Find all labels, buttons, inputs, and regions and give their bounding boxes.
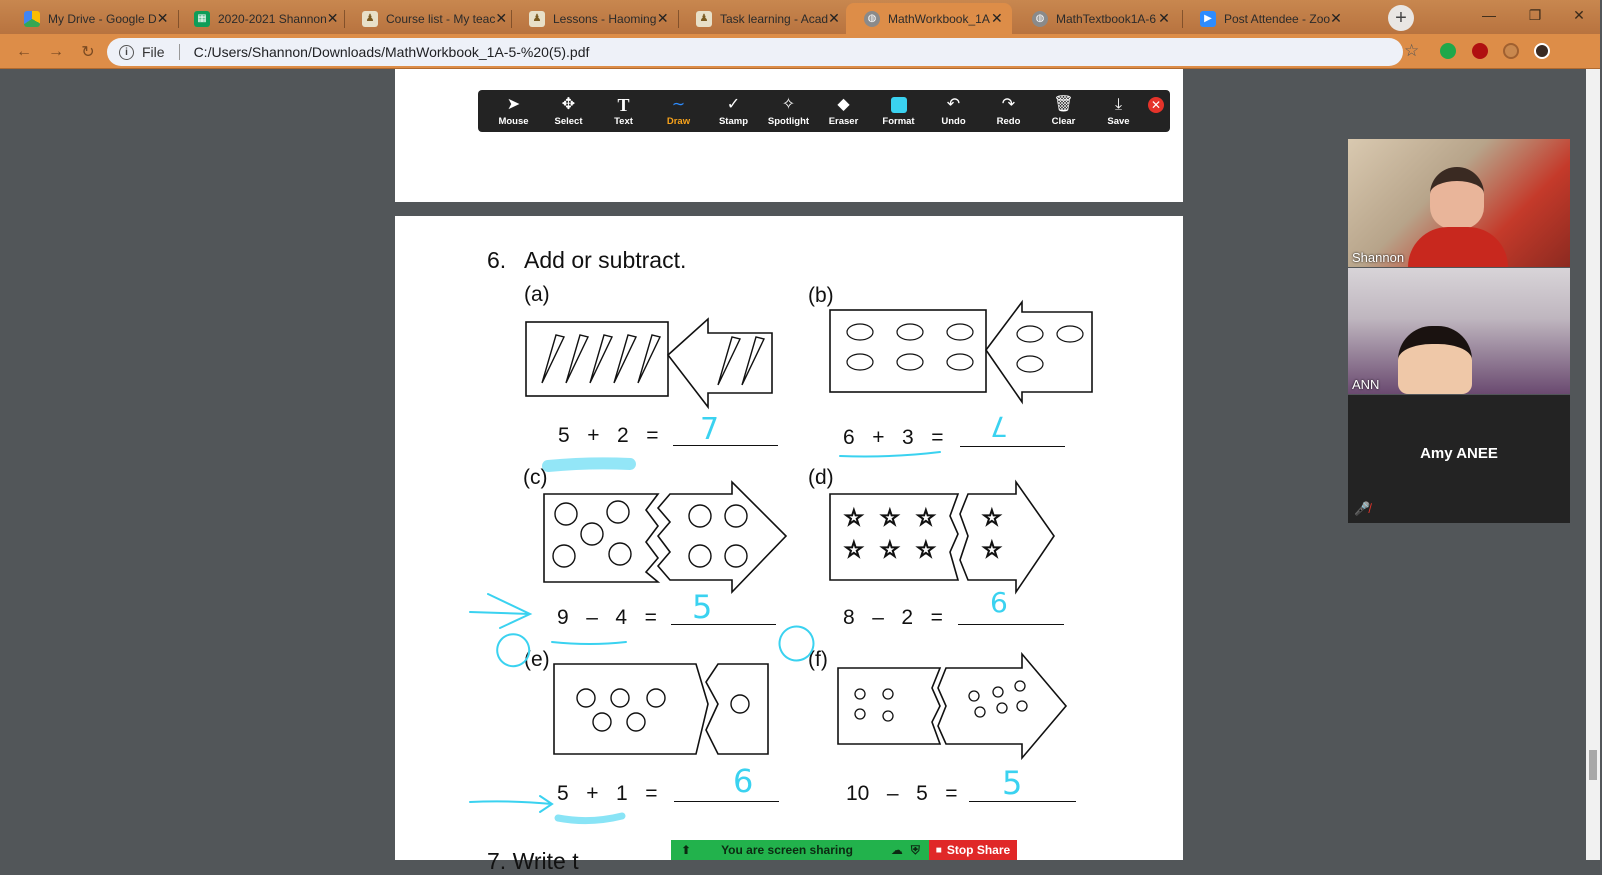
close-icon[interactable]: ✕ [1330,10,1342,26]
url-text: C:/Users/Shannon/Downloads/MathWorkbook_1A-5-%20(5).pdf [193,44,590,60]
video-tile-amy[interactable] [1348,395,1570,523]
tab-title: My Drive - Google D [48,11,157,26]
scrollbar-thumb[interactable] [1589,750,1597,780]
tool-undo[interactable]: ↶ Undo [941,96,966,127]
equation-b: 6 + 3 = [843,426,944,449]
spotlight-icon: ✧ [781,96,796,113]
participant-face [1430,167,1484,229]
problem-label-d: (d) [808,466,834,489]
svg-text:☆: ☆ [982,538,1002,563]
svg-text:☆: ☆ [916,506,936,531]
new-tab-button[interactable]: + [1388,5,1414,31]
course-icon: ♟ [529,11,545,27]
svg-text:☆: ☆ [982,506,1002,531]
tool-format[interactable]: Format [871,95,926,127]
redo-icon: ↷ [1001,96,1016,113]
handwritten-answer-d: 6 [990,586,1008,619]
handwritten-answer-e: 6 [733,762,754,800]
equation-c: 9 – 4 = [557,606,657,629]
tool-text[interactable]: T Text [614,95,633,127]
bookmark-star-icon[interactable]: ☆ [1404,41,1420,60]
globe-icon: ◍ [1032,11,1048,27]
tab-title: Lessons - Haoming [553,11,657,26]
course-icon: ♟ [362,11,378,27]
reload-button[interactable]: ↻ [81,44,95,61]
zoom-icon: ▶ [1200,11,1216,27]
tool-clear[interactable]: 🗑 Clear [1051,96,1076,127]
move-icon: ✥ [561,96,576,113]
close-annotation-button[interactable]: ✕ [1148,97,1164,113]
cloud-icon: ☁ [890,843,903,857]
close-icon[interactable]: ✕ [156,10,169,26]
share-status-text: You are screen sharing [721,843,853,857]
tab-title: Course list - My teac [386,11,496,26]
tool-stamp[interactable]: ✓ Stamp [718,96,749,127]
svg-text:☆: ☆ [880,506,900,531]
participant-name: ANN [1352,377,1380,392]
tool-eraser[interactable]: ◆ Eraser [828,96,859,127]
google-sheets-icon: ▦ [194,11,210,27]
forward-button[interactable]: → [48,43,64,60]
problem-label-f: (f) [808,648,828,671]
course-icon: ♟ [696,11,712,27]
question-instruction: Add or subtract. [524,247,687,273]
eraser-icon: ◆ [837,96,850,113]
tool-spotlight[interactable]: ✧ Spotlight [767,96,810,127]
handwritten-answer-c: 5 [692,588,713,626]
tab-title: MathWorkbook_1A [888,11,990,26]
equation-e: 5 + 1 = [557,782,658,805]
restore-button[interactable]: ❐ [1528,6,1542,23]
svg-text:☆: ☆ [844,506,864,531]
close-icon[interactable]: ✕ [495,10,508,26]
stop-icon: ■ [935,844,942,856]
undo-icon: ↶ [946,96,961,113]
svg-text:☆: ☆ [916,538,936,563]
video-tile-ann[interactable] [1348,268,1570,394]
tool-draw[interactable]: ∼ Draw [666,96,691,127]
equation-a: 5 + 2 = [558,424,659,447]
mouse-pointer-icon: ➤ [506,96,521,113]
minimize-button[interactable]: — [1482,7,1496,23]
close-icon[interactable]: ✕ [1158,10,1170,26]
close-icon[interactable]: ✕ [828,10,840,26]
text-icon: T [617,95,630,115]
tool-save[interactable]: ⤓ Save [1107,96,1130,127]
problem-label-c: (c) [523,466,548,489]
tab-title: MathTextbook1A-6 [1056,11,1157,26]
stamp-icon: ✓ [726,96,741,113]
info-icon[interactable]: i [119,45,134,60]
window-close-button[interactable]: ✕ [1573,6,1585,23]
share-status[interactable] [671,840,929,860]
save-icon: ⤓ [1114,96,1123,113]
trash-icon: 🗑 [1053,96,1074,113]
back-button[interactable]: ← [16,43,32,60]
screen-share-bar [671,840,1017,860]
tool-mouse[interactable]: ➤ Mouse [498,96,529,127]
muted-mic-icon: 🎤̸ [1354,501,1371,516]
participant-face [1398,326,1472,394]
problem-label-a: (a) [524,283,550,306]
equation-d: 8 – 2 = [843,606,943,629]
participant-name: Amy ANEE [1420,445,1498,462]
globe-icon: ◍ [864,11,880,27]
handwritten-answer-a: 7 [700,412,720,447]
page-scrollbar[interactable] [1586,69,1600,860]
question-number: 6. [487,247,507,273]
share-arrow-icon: ⬆ [681,843,692,857]
url-scheme: File [142,44,165,60]
close-icon[interactable]: ✕ [326,10,339,26]
svg-text:☆: ☆ [880,538,900,563]
equation-f: 10 – 5 = [846,782,958,805]
handwritten-answer-f: 5 [1002,764,1023,802]
close-icon[interactable]: ✕ [991,10,1003,26]
svg-text:☆: ☆ [844,538,864,563]
shield-icon: ⛨ [910,842,920,857]
tool-select[interactable]: ✥ Select [554,96,583,127]
participant-name: Shannon [1352,250,1405,265]
handwritten-answer-b: 7 [990,410,1008,443]
draw-icon: ∼ [671,96,686,113]
tool-redo[interactable]: ↷ Redo [996,96,1021,127]
next-question-heading: 7. Write t [487,848,579,874]
close-icon[interactable]: ✕ [656,10,669,26]
tab-title: 2020-2021 Shannon [218,11,327,26]
tab-title: Post Attendee - Zoo [1224,11,1331,26]
video-tile-shannon[interactable] [1348,139,1570,267]
problem-label-b: (b) [808,284,834,307]
tab-title: Task learning - Acad [720,11,829,26]
stop-share-button[interactable]: ■ Stop Share [929,840,1017,860]
problem-label-e: (e) [524,648,550,671]
